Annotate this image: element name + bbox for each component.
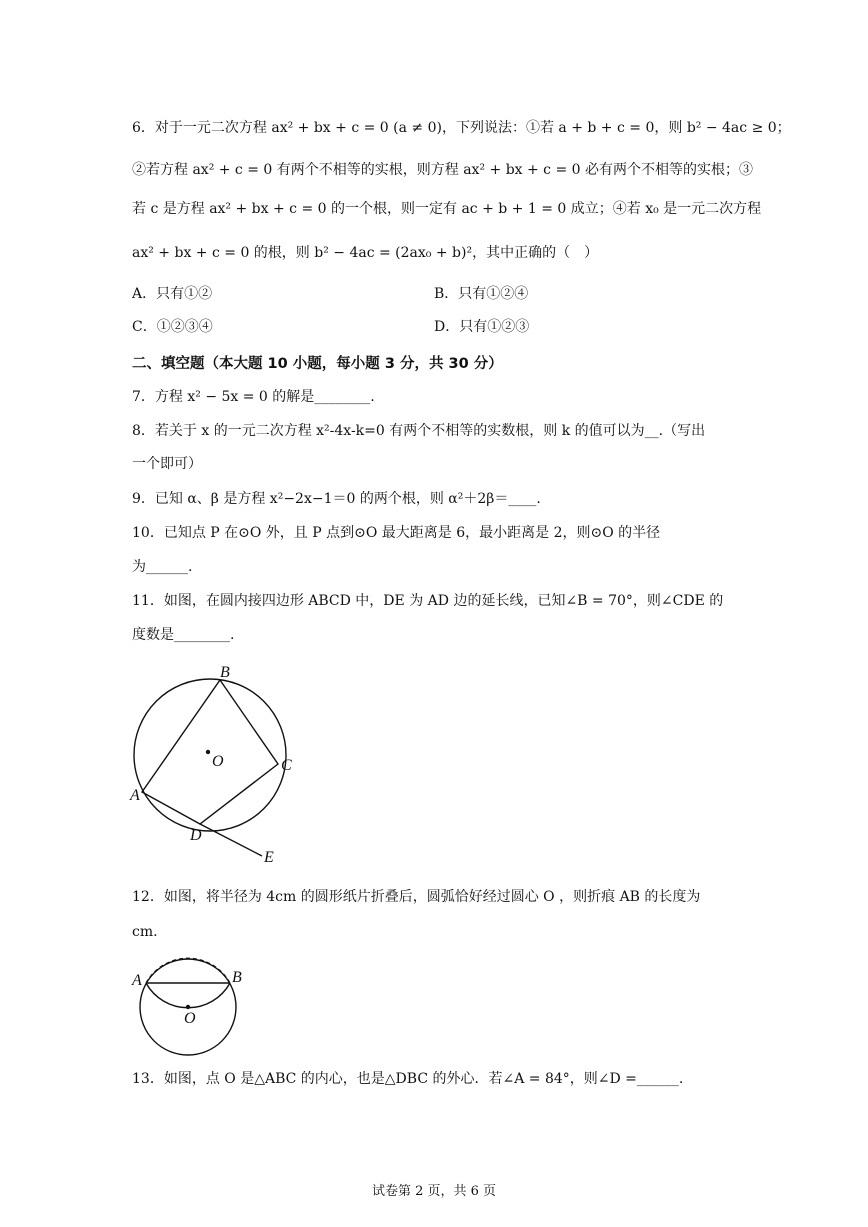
q11-figure [120,660,300,870]
q12-folded-arc [146,983,230,1008]
q6-line-3: 若 c 是方程 ax² + bx + c = 0 的一个根，则一定有 ac + b + 1 = 0 成立；④若 x₀ 是一元二次方程 [132,201,762,217]
q12-label-b: B [232,969,242,986]
page-footer: 试卷第 2 页，共 6 页 [371,1184,497,1199]
q6-line-1: 6．对于一元二次方程 ax² + bx + c = 0 (a ≠ 0)，下列说法：①若 a + b + c = 0，则 b² − 4ac ≥ 0； [132,120,791,136]
q9-text: 9．已知 α、β 是方程 x²−2x−1＝0 的两个根，则 α²＋2β＝____. [132,491,541,507]
q11-label-b: B [220,664,230,681]
q6-line-2: ②若方程 ax² + c = 0 有两个不相等的实根，则方程 ax² + bx + c = 0 必有两个不相等的实根；③ [132,162,754,178]
q11-circle [134,679,286,831]
q11-label-a: A [130,787,140,804]
q12-line-1: 12．如图，将半径为 4cm 的圆形纸片折叠后，圆弧恰好经过圆心 O ，则折痕 AB 的长度为 [132,889,701,905]
q12-dashed-arc [146,958,230,983]
q11-label-c: C [281,757,292,774]
q6-option-b: B．只有①②④ [434,286,529,302]
q11-center-dot [206,750,210,754]
q7-text: 7．方程 x² − 5x = 0 的解是________. [132,389,375,405]
q12-label-o: O [184,1010,196,1027]
q12-label-a: A [132,972,142,989]
q8-line-1: 8．若关于 x 的一元二次方程 x²-4x-k=0 有两个不相等的实数根，则 k 的值可以为__.（写出 [132,423,706,439]
q12-line-2: cm. [132,924,158,940]
q10-line-2: 为______. [132,559,193,575]
q6-line-4: ax² + bx + c = 0 的根，则 b² − 4ac = (2ax₀ + b)²，其中正确的（ ） [132,245,599,261]
q10-line-1: 10．已知点 P 在⊙O 外，且 P 点到⊙O 最大距离是 6，最小距离是 2，则⊙O 的半径 [132,525,661,541]
q13-text: 13．如图，点 O 是△ABC 的内心，也是△DBC 的外心．若∠A = 84°，则∠D =______. [132,1071,684,1087]
q11-label-o: O [212,753,224,770]
q12-center-dot [186,1005,190,1009]
q8-line-2: 一个即可） [132,456,202,472]
section-heading-fill-in: 二、填空题（本大题 10 小题，每小题 3 分，共 30 分） [132,356,503,372]
q11-label-d: D [190,827,202,844]
q11-extension-de [200,824,262,856]
q6-option-a: A．只有①② [132,286,213,302]
q11-line-2: 度数是________. [132,627,235,643]
q12-figure [128,955,248,1065]
q6-option-c: C．①②③④ [132,319,213,335]
q11-line-1: 11．如图，在圆内接四边形 ABCD 中，DE 为 AD 边的延长线，已知∠B = 70°，则∠CDE 的 [132,593,724,609]
q11-label-e: E [264,849,274,866]
q6-option-d: D．只有①②③ [434,319,530,335]
